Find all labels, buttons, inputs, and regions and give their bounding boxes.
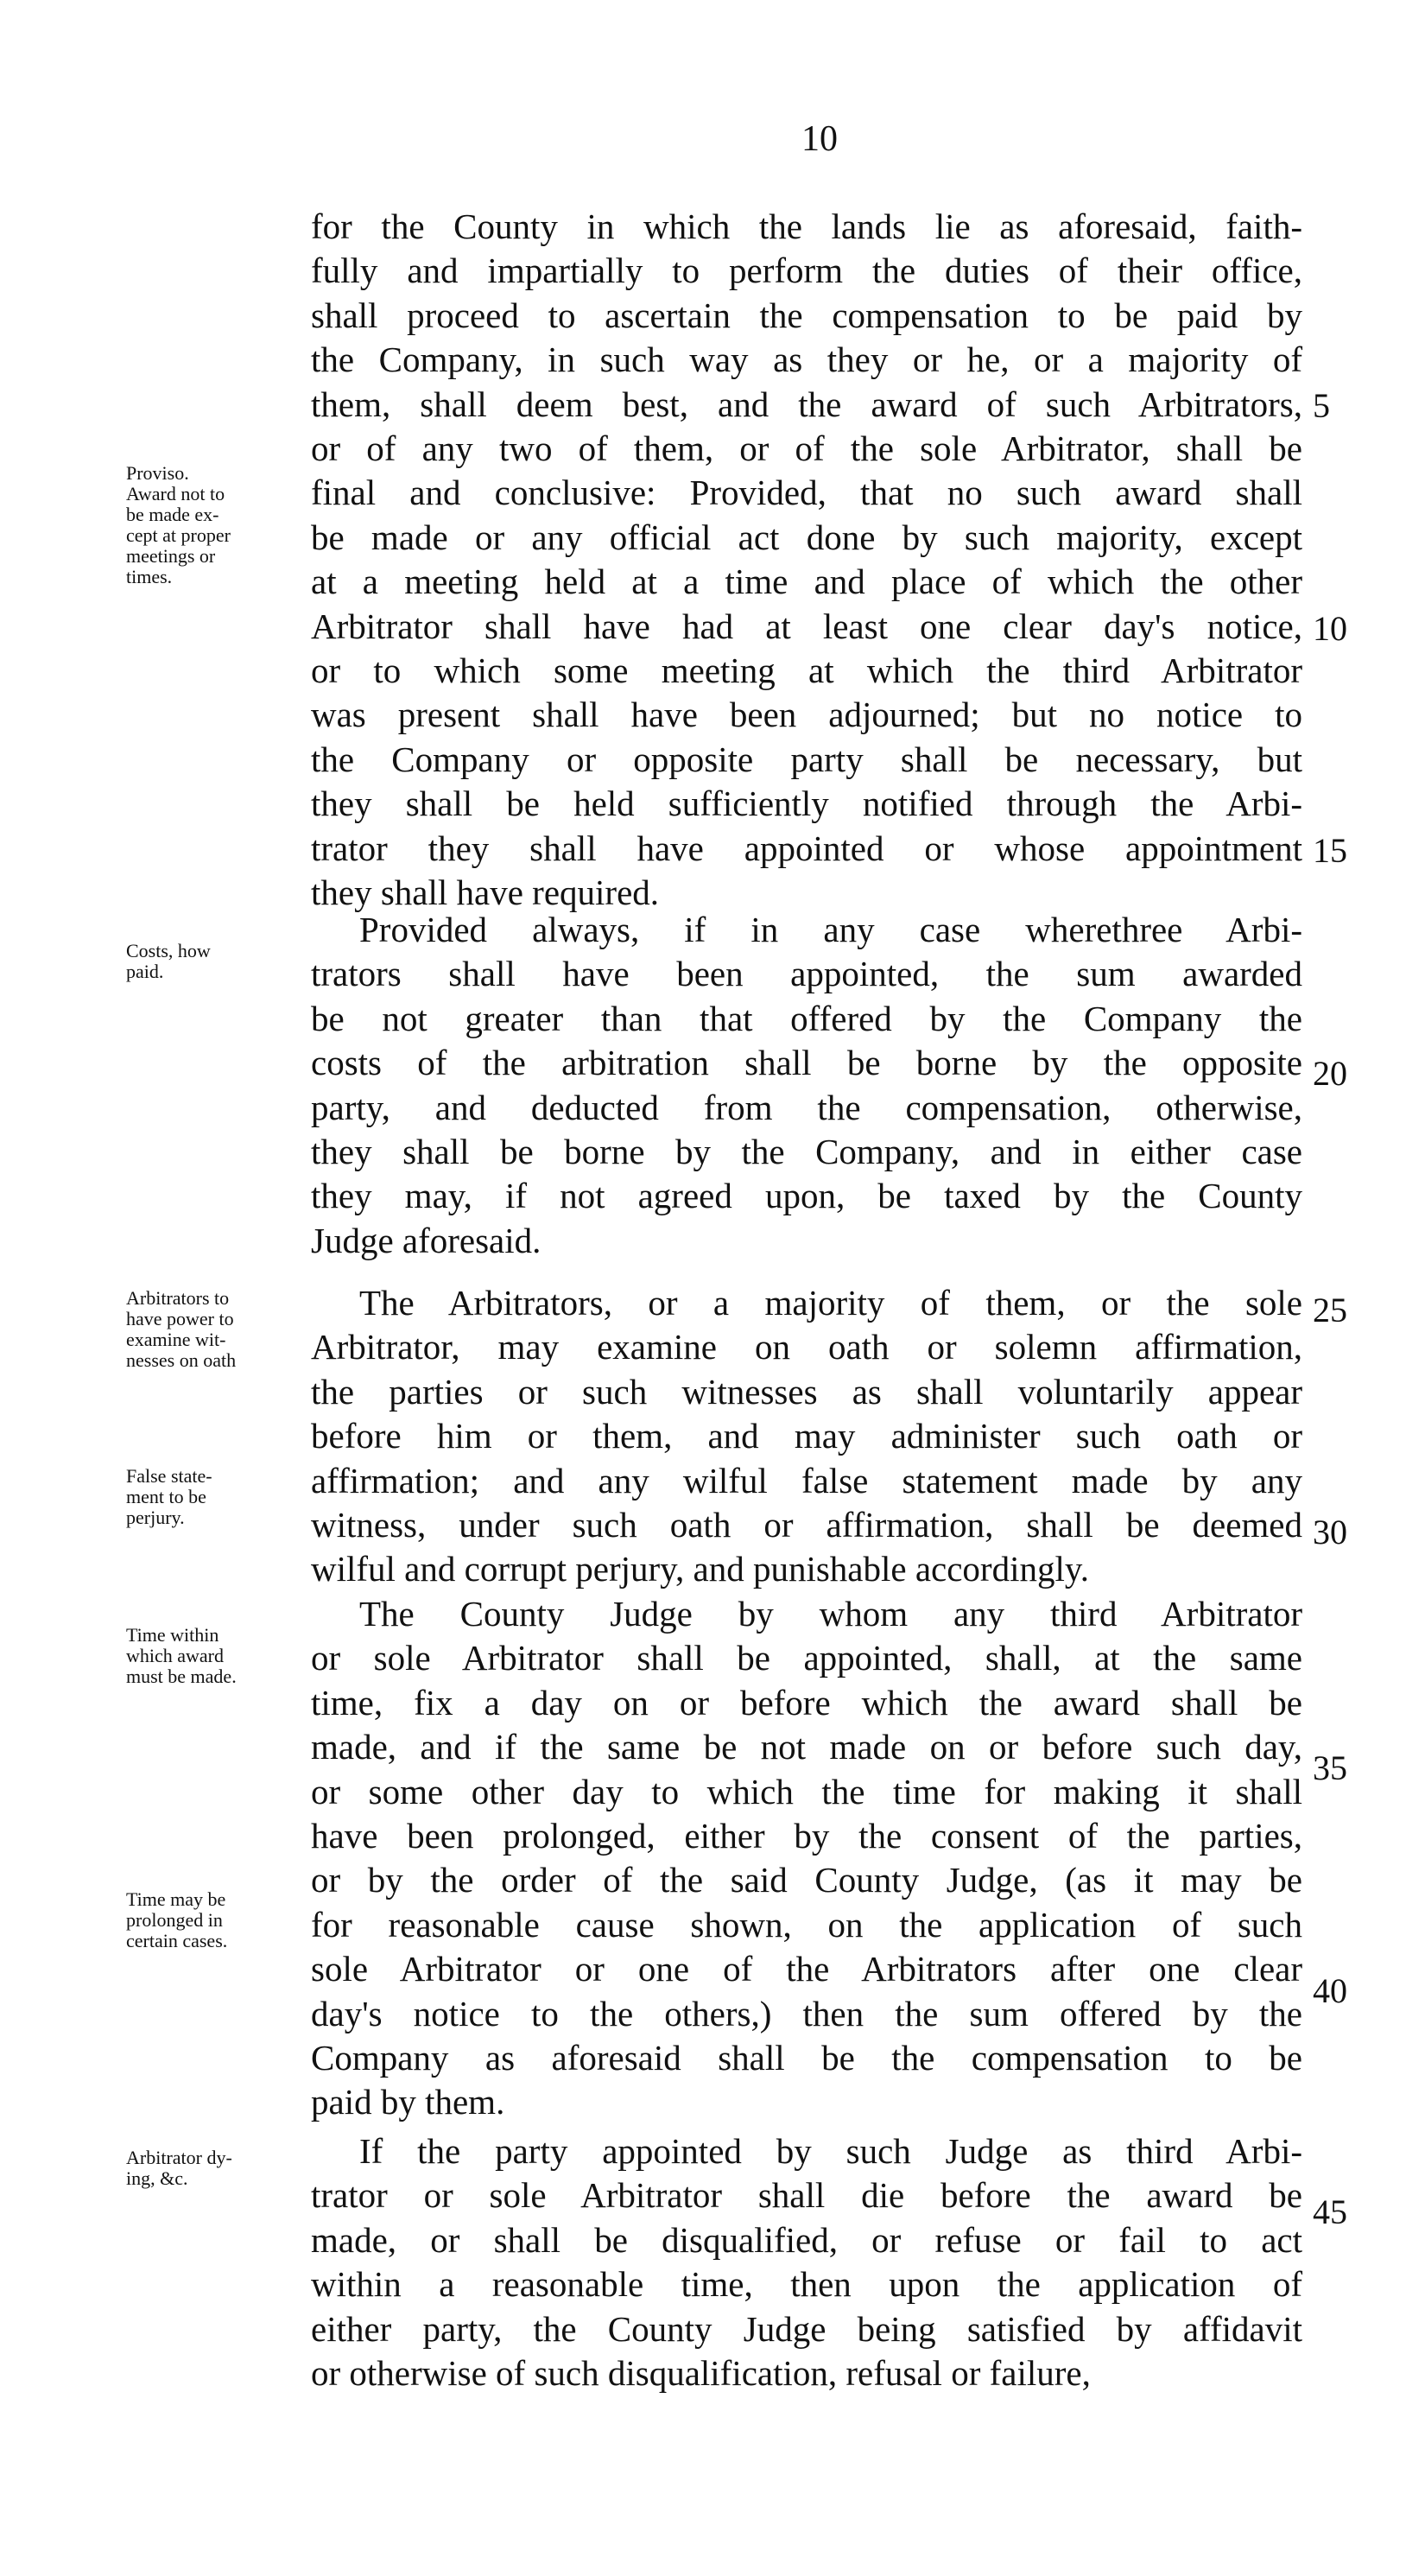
text-line: Arbitrator shall have had at least one clear day's notice, bbox=[311, 606, 1302, 646]
margin-note-line: cept at proper bbox=[126, 524, 231, 546]
margin-note-line: which award bbox=[126, 1645, 225, 1666]
margin-note-line: Time within bbox=[126, 1624, 219, 1646]
text-line: sole Arbitrator or one of the Arbitrators after one clear bbox=[311, 1949, 1302, 1989]
margin-note-line: be made ex- bbox=[126, 504, 219, 525]
line-number: 30 bbox=[1313, 1513, 1347, 1551]
text-line: trators shall have been appointed, the sum awarded bbox=[311, 954, 1302, 994]
text-line: The Arbitrators, or a majority of them, or the sole bbox=[359, 1283, 1302, 1323]
margin-note-line: False state- bbox=[126, 1465, 212, 1487]
text-line: they shall have required. bbox=[311, 872, 660, 912]
page-number: 10 bbox=[801, 119, 838, 159]
text-line: or otherwise of such disqualification, refusal or failure, bbox=[311, 2353, 1091, 2393]
line-number: 45 bbox=[1313, 2192, 1347, 2231]
text-line: at a meeting held at a time and place of which the other bbox=[311, 562, 1302, 602]
text-line: have been prolonged, either by the consent of the parties, bbox=[311, 1816, 1302, 1856]
line-number: 10 bbox=[1313, 609, 1347, 648]
text-line: The County Judge by whom any third Arbitrator bbox=[359, 1594, 1302, 1634]
text-line: for the County in which the lands lie as aforesaid, faith- bbox=[311, 206, 1302, 246]
text-line: or sole Arbitrator shall be appointed, shall, at the same bbox=[311, 1638, 1302, 1678]
text-line: either party, the County Judge being satisfied by affidavit bbox=[311, 2308, 1302, 2349]
text-line: be not greater than that offered by the Company the bbox=[311, 998, 1302, 1038]
text-line: they shall be held sufficiently notified through the Arbi- bbox=[311, 784, 1302, 824]
margin-note-line: Proviso. bbox=[126, 462, 189, 484]
margin-note bbox=[126, 1889, 307, 1951]
text-line: Company as aforesaid shall be the compensation to be bbox=[311, 2038, 1302, 2078]
text-line: wilful and corrupt perjury, and punishable accordingly. bbox=[311, 1549, 1089, 1589]
line-number: 5 bbox=[1313, 386, 1330, 425]
text-line: them, shall deem best, and the award of such Arbitrators, bbox=[311, 384, 1302, 424]
margin-note-line: perjury. bbox=[126, 1507, 185, 1528]
text-line: Provided always, if in any case wherethree Arbi- bbox=[359, 910, 1302, 949]
text-line: the Company, in such way as they or he, or a majority of bbox=[311, 339, 1302, 380]
margin-note-line: paid. bbox=[126, 961, 164, 982]
text-line: shall proceed to ascertain the compensation to be paid by bbox=[311, 295, 1302, 335]
margin-note bbox=[126, 1625, 307, 1687]
text-line: trator they shall have appointed or whose appointment bbox=[311, 828, 1302, 868]
text-line: witness, under such oath or affirmation, shall be deemed bbox=[311, 1505, 1302, 1545]
text-line: for reasonable cause shown, on the application of such bbox=[311, 1904, 1302, 1945]
margin-note-line: must be made. bbox=[126, 1666, 237, 1687]
margin-note-line: nesses on oath bbox=[126, 1349, 237, 1371]
text-line: Judge aforesaid. bbox=[311, 1220, 542, 1260]
margin-note-line: ing, &c. bbox=[126, 2167, 188, 2189]
margin-note-line: certain cases. bbox=[126, 1930, 228, 1951]
text-line: time, fix a day on or before which the award shall be bbox=[311, 1682, 1302, 1723]
text-line: trator or sole Arbitrator shall die before the award be bbox=[311, 2175, 1302, 2216]
line-number: 35 bbox=[1313, 1748, 1347, 1787]
margin-note bbox=[126, 463, 307, 587]
margin-note-line: times. bbox=[126, 566, 173, 587]
margin-note-line: Costs, how bbox=[126, 940, 211, 961]
margin-note-line: prolonged in bbox=[126, 1909, 223, 1931]
margin-note bbox=[126, 1288, 307, 1371]
text-line: or by the order of the said County Judge, (as it may be bbox=[311, 1860, 1302, 1900]
text-line: within a reasonable time, then upon the application of bbox=[311, 2264, 1302, 2305]
margin-note-line: meetings or bbox=[126, 545, 216, 567]
text-line: final and conclusive: Provided, that no such award shall bbox=[311, 473, 1302, 513]
text-line: they shall be borne by the Company, and in either case bbox=[311, 1132, 1302, 1171]
line-number: 15 bbox=[1313, 831, 1347, 870]
text-line: day's notice to the others,) then the sum offered by the bbox=[311, 1993, 1302, 2034]
line-number: 40 bbox=[1313, 1971, 1347, 2010]
margin-note bbox=[126, 1466, 307, 1528]
text-line: paid by them. bbox=[311, 2082, 505, 2122]
text-line: If the party appointed by such Judge as third Arbi- bbox=[359, 2131, 1302, 2171]
margin-note-line: Time may be bbox=[126, 1888, 226, 1910]
text-line: before him or them, and may administer such oath or bbox=[311, 1416, 1302, 1456]
text-line: made, and if the same be not made on or before such day, bbox=[311, 1727, 1302, 1767]
margin-note-line: Arbitrator dy- bbox=[126, 2147, 232, 2168]
margin-note-line: have power to bbox=[126, 1308, 234, 1329]
text-line: party, and deducted from the compensation, otherwise, bbox=[311, 1087, 1302, 1127]
text-line: or some other day to which the time for making it shall bbox=[311, 1771, 1302, 1811]
margin-note bbox=[126, 2148, 307, 2189]
text-line: the parties or such witnesses as shall voluntarily appear bbox=[311, 1371, 1302, 1412]
text-line: or of any two of them, or of the sole Arbitrator, shall be bbox=[311, 428, 1302, 468]
text-line: made, or shall be disqualified, or refuse or fail to act bbox=[311, 2219, 1302, 2260]
margin-note bbox=[126, 941, 307, 982]
text-line: the Company or opposite party shall be necessary, but bbox=[311, 739, 1302, 779]
line-number: 20 bbox=[1313, 1054, 1347, 1093]
margin-note-line: Award not to bbox=[126, 483, 225, 504]
margin-note-line: Arbitrators to bbox=[126, 1287, 230, 1309]
text-line: affirmation; and any wilful false statement made by any bbox=[311, 1460, 1302, 1501]
margin-note-line: examine wit- bbox=[126, 1329, 226, 1350]
text-line: be made or any official act done by such majority, except bbox=[311, 517, 1302, 557]
text-line: they may, if not agreed upon, be taxed by the County bbox=[311, 1176, 1302, 1216]
text-line: or to which some meeting at which the third Arbitrator bbox=[311, 650, 1302, 690]
text-line: fully and impartially to perform the duties of their office, bbox=[311, 251, 1302, 291]
line-number: 25 bbox=[1313, 1291, 1347, 1329]
margin-note-line: ment to be bbox=[126, 1486, 206, 1507]
text-line: was present shall have been adjourned; but no notice to bbox=[311, 695, 1302, 735]
text-line: costs of the arbitration shall be borne by the opposite bbox=[311, 1043, 1302, 1083]
text-line: Arbitrator, may examine on oath or solemn affirmation, bbox=[311, 1327, 1302, 1367]
